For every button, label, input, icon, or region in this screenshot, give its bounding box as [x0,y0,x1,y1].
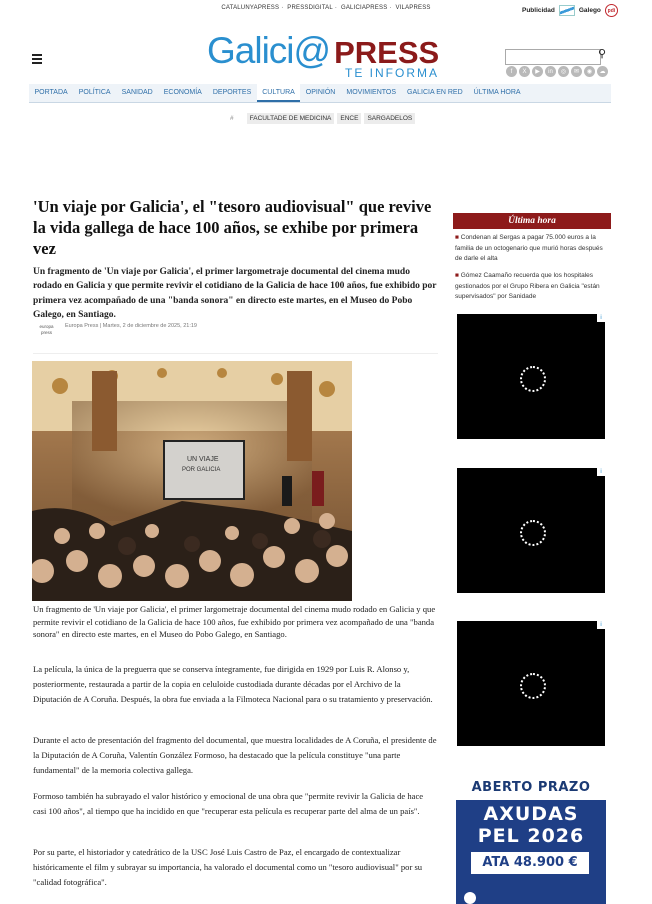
sidebar-news-item[interactable] [455,233,610,265]
sidebar-news-text[interactable]: Condenan al Sergas a pagar 75.000 euros a la familia de un octogenario que murió horas después de darle el alta [455,234,603,262]
galician-flag-icon [559,5,575,16]
facebook-icon[interactable]: f [506,66,517,77]
tag-link[interactable]: SARGADELOS [364,113,415,124]
ad-info-icon[interactable]: i [597,314,605,322]
loading-spinner-icon [520,520,546,546]
article-paragraph: La película, la única de la preguerra que se conserva íntegramente, fue dirigida en 1929 por Luis R. Alonso y, posteriormente, restaurada a partir de la copia en celuloide custodiada durante décadas por el Archivo de la Diputación de A Coruña. Después, la obra fue enviada a la Filmoteca Nacional para o su tratamiento y preservación. [33,664,433,705]
nav-item-deportes[interactable]: DEPORTES [212,89,252,96]
network-link[interactable]: PRESSDIGITAL [287,5,333,11]
byline-text: Europa Press | Martes, 2 de diciembre de 2025, 21:19 [65,323,197,329]
linkedin-icon[interactable]: in [545,66,556,77]
logo-press: PRESS [334,35,440,70]
social-icons [506,66,608,77]
svg-text:POR GALICIA: POR GALICIA [182,467,221,473]
x-icon[interactable]: X [519,66,530,77]
promo-heading: ABERTO PRAZO [471,780,591,795]
promo-banner[interactable] [456,779,606,904]
article-photo[interactable] [32,361,352,601]
svg-text:UN VIAJE: UN VIAJE [187,456,219,463]
promo-title: AXUDAS [483,803,579,825]
nav-item-opinion[interactable]: OPINIÓN [305,89,336,96]
main-nav [29,84,611,103]
article-paragraph: Durante el acto de presentación del fragmento del documental, que muestra localidades de A Coruña, el presidente de la Diputación de A Coruña, Valentín González Formoso, ha destacado que la película constituye "una parte fundamental" de la memoria colectiva gallega. [33,735,437,776]
bullet-icon: ■ [455,234,459,241]
menu-icon[interactable] [32,54,42,66]
network-link[interactable]: CATALUNYAPRESS [221,5,280,11]
search-input[interactable] [505,49,601,65]
europa-press-logo: europa press [39,324,54,335]
logo-galicia: Galici@ [207,30,331,71]
email-icon[interactable]: ✉ [571,66,582,77]
loading-spinner-icon [520,673,546,699]
nav-item-movimientos[interactable]: MOVIMIENTOS [346,89,397,96]
ad-slot[interactable] [457,621,605,746]
promo-body [456,800,606,904]
hash-icon: # [230,115,234,122]
ad-info-icon[interactable]: i [597,621,605,629]
tag-link[interactable]: ENCE [337,113,361,124]
ad-slot[interactable] [457,468,605,593]
nav-item-economia[interactable]: ECONOMÍA [163,89,202,96]
promo-amount: ATA 48.900 € [471,852,589,874]
top-right-bar [522,4,618,17]
language-link[interactable]: Galego [578,7,601,14]
sidebar-news-text[interactable]: Gómez Caamaño recuerda que los hospitales gestionados por el Grupo Ribera en Galicia "están supervisados" por Sanidade [455,272,600,300]
ad-info-icon[interactable]: i [597,468,605,476]
promo-seal-icon [464,892,476,904]
bullet-icon: ■ [455,272,459,279]
nav-item-sanidad[interactable]: SANIDAD [121,89,153,96]
article-byline [33,323,438,354]
pdi-logo[interactable]: pdi [605,4,618,17]
photo-caption: Un fragmento de 'Un viaje por Galicia', el primer largometraje documental del cinema mudo rodado en Galicia y que permite revivir el cotidiano de la Galicia de hace 100 años, fue exhibido por primera vez acompañado de una "banda sonora" en directo este martes, en el Museo do Pobo Galego, en Santiago. [33,604,436,639]
sidebar-news-item[interactable] [455,271,610,303]
trending-tags [230,113,415,124]
tag-link[interactable]: FACULTADE DE MEDICINA [247,113,335,124]
network-link[interactable]: VILAPRESS [395,5,431,11]
network-link[interactable]: GALICIAPRESS [340,5,388,11]
article-headline: 'Un viaje por Galicia', el "tesoro audiovisual" que revive la vida gallega de hace 100 años, se exhibe por primera vez [33,197,432,258]
nav-item-cultura[interactable]: CULTURA [257,84,301,102]
loading-spinner-icon [520,366,546,392]
article-lead: Un fragmento de 'Un viaje por Galicia', el primer largometraje documental del cinema mudo rodado en Galicia y que permite revivir el cotidiano de la Galicia de hace 100 años, fue exhibido por primera vez acompañado de una "banda sonora" en directo este martes, en el Museo do Pobo Galego, en Santiago. [33,267,437,321]
bluesky-icon[interactable]: ☁ [597,66,608,77]
publicidad-link[interactable]: Publicidad [522,7,555,14]
instagram-icon[interactable]: ◎ [558,66,569,77]
logo-tagline: TE INFORMA [345,66,439,80]
sidebar-title: Última hora [453,213,611,229]
promo-subtitle: PEL 2026 [477,825,585,847]
nav-item-politica[interactable]: POLÍTICA [78,89,111,96]
network-links: CATALUNYAPRESS · PRESSDIGITAL · GALICIAPRESS · VILAPRESS [221,5,431,11]
nav-item-galicia-en-red[interactable]: GALICIA EN RED [407,89,463,96]
rss-icon[interactable]: ◉ [584,66,595,77]
article-paragraph: Por su parte, el historiador y catedrático de la USC José Luis Castro de Paz, el encargado de contextualizar históricamente el film y subrayar su importancia, ha valorado el documental como un "tesoro audiovisual" por su "calidad fotográfica". [33,847,423,888]
nav-item-portada[interactable]: PORTADA [34,89,68,96]
ad-slot[interactable] [457,314,605,439]
youtube-icon[interactable]: ▶ [532,66,543,77]
site-logo[interactable] [207,30,439,80]
nav-item-ultima-hora[interactable]: ÚLTIMA HORA [473,89,521,96]
article-paragraph: Formoso también ha subrayado el valor histórico y emocional de una obra que "permite revivir la Galicia de hace casi 100 años", al tiempo que ha incidido en que "recuperar esta película es recuperar parte del alma de un país". [33,791,424,817]
search-icon[interactable]: ⚲ [598,48,607,60]
